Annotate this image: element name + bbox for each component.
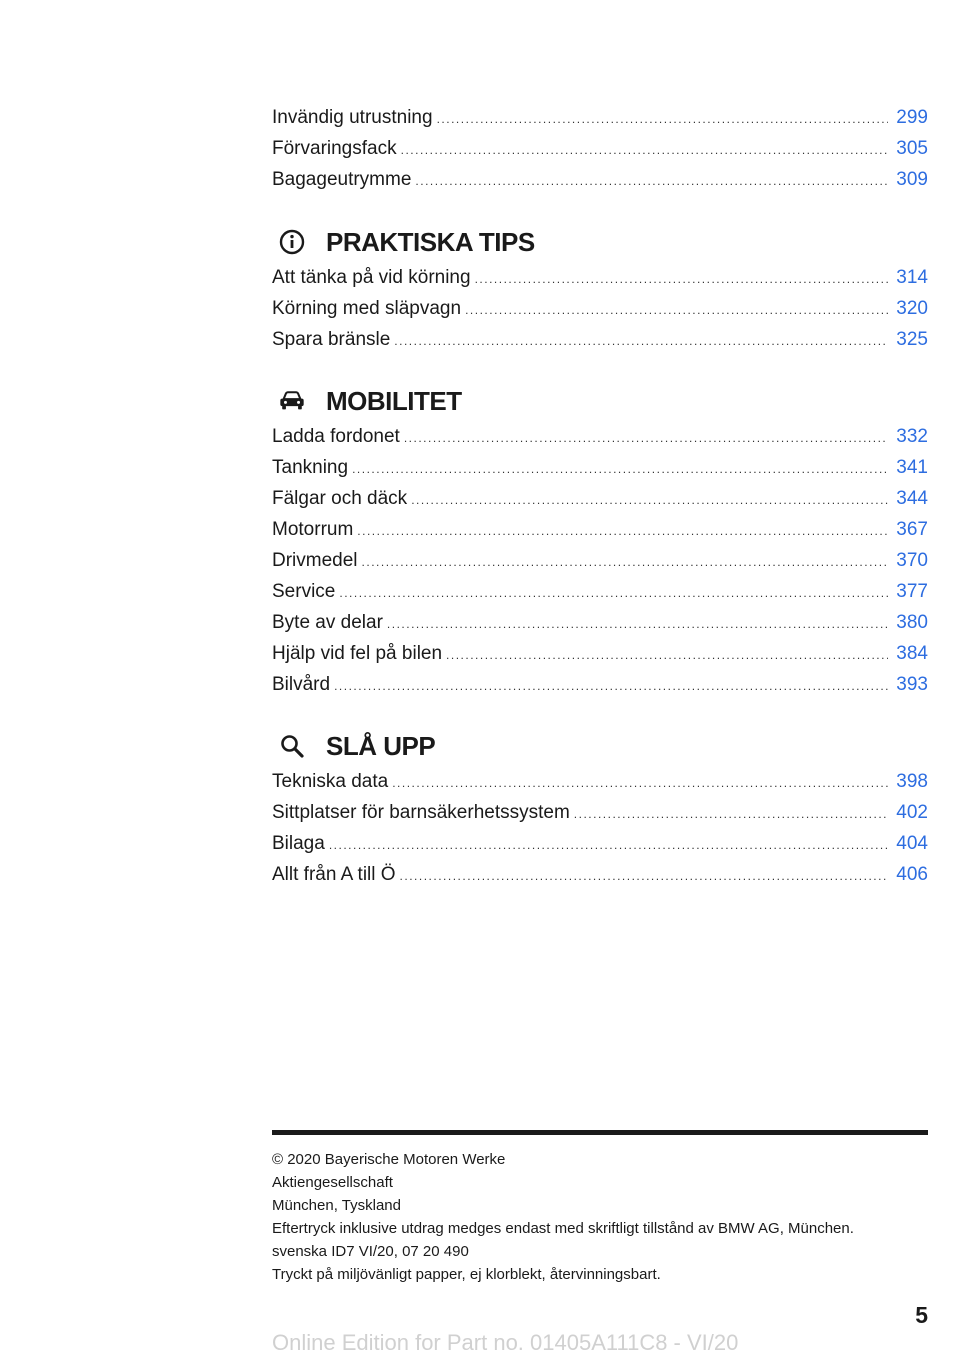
dot-leader xyxy=(362,549,889,575)
toc-entry-label: Förvaringsfack xyxy=(272,138,397,159)
toc-entry-hjalp-vid-fel-pa-bilen[interactable] xyxy=(272,641,928,667)
toc-entry-label: Ladda fordonet xyxy=(272,426,400,447)
toc-page-link[interactable]: 344 xyxy=(896,488,928,509)
dot-leader xyxy=(404,425,888,451)
dot-leader xyxy=(329,832,888,858)
toc-page-link[interactable]: 370 xyxy=(896,550,928,571)
toc-entry-tekniska-data[interactable] xyxy=(272,769,928,795)
toc-entry-label: Hjälp vid fel på bilen xyxy=(272,643,443,664)
toc-entry-invandig-utrustning[interactable] xyxy=(272,105,928,131)
dot-leader xyxy=(392,770,888,796)
toc-entry-label: Tankning xyxy=(272,457,349,478)
toc-entry-ladda-fordonet[interactable] xyxy=(272,424,928,450)
toc-page-link[interactable]: 332 xyxy=(896,426,928,447)
search-icon xyxy=(278,732,306,760)
dot-leader xyxy=(446,642,888,668)
toc-entry-motorrum[interactable] xyxy=(272,517,928,543)
toc-page-link[interactable]: 309 xyxy=(896,169,928,190)
section-heading-sla-upp xyxy=(272,728,435,764)
toc-page-link[interactable]: 377 xyxy=(896,581,928,602)
toc-entry-label: Bilvård xyxy=(272,674,331,695)
toc-entry-forvaringsfack[interactable] xyxy=(272,136,928,162)
imprint-location: München, Tyskland xyxy=(272,1197,401,1214)
dot-leader xyxy=(475,266,889,292)
toc-entry-att-tanka-pa-vid-korning[interactable] xyxy=(272,265,928,291)
toc-entry-bagageutrymme[interactable] xyxy=(272,167,928,193)
toc-entry-label: Byte av delar xyxy=(272,612,383,633)
toc-entry-label: Sittplatser för barnsäkerhetssystem xyxy=(272,802,570,823)
toc-page-link[interactable]: 305 xyxy=(896,138,928,159)
dot-leader xyxy=(387,611,888,637)
toc-page-link[interactable]: 380 xyxy=(896,612,928,633)
toc-entry-label: Bilaga xyxy=(272,833,325,854)
imprint-company: Aktiengesellschaft xyxy=(272,1174,393,1191)
toc-page-link[interactable]: 314 xyxy=(896,267,928,288)
imprint-reprint-notice: Eftertryck inklusive utdrag medges endast med skriftligt tillstånd av BMW AG, München. xyxy=(272,1220,854,1237)
section-heading-praktiska-tips xyxy=(272,224,535,260)
dot-leader xyxy=(334,673,888,699)
section-title: SLÅ UPP xyxy=(326,730,436,761)
section-title: MOBILITET xyxy=(326,385,462,416)
toc-page-link[interactable]: 406 xyxy=(896,864,928,885)
section-heading-mobilitet xyxy=(272,383,462,419)
toc-entry-allt-fran-a-till-o[interactable] xyxy=(272,862,928,888)
dot-leader xyxy=(352,456,888,482)
toc-page-link[interactable]: 402 xyxy=(896,802,928,823)
dot-leader xyxy=(339,580,888,606)
imprint-paper-note: Tryckt på miljövänligt papper, ej klorblekt, återvinningsbart. xyxy=(272,1266,661,1283)
section-title: PRAKTISKA TIPS xyxy=(326,226,535,257)
dot-leader xyxy=(437,106,889,132)
footer-watermark: Online Edition for Part no. 01405A111C8 - VI/20 xyxy=(272,1330,739,1355)
toc-page-link[interactable]: 299 xyxy=(896,107,928,128)
toc-page-link[interactable]: 393 xyxy=(896,674,928,695)
toc-page-link[interactable]: 384 xyxy=(896,643,928,664)
toc-entry-label: Allt från A till Ö xyxy=(272,864,396,885)
toc-entry-label: Drivmedel xyxy=(272,550,358,571)
toc-page-link[interactable]: 320 xyxy=(896,298,928,319)
dot-leader xyxy=(411,487,888,513)
dot-leader xyxy=(415,168,888,194)
page-number: 5 xyxy=(915,1302,928,1328)
toc-entry-label: Service xyxy=(272,581,336,602)
dot-leader xyxy=(401,137,889,163)
toc-entry-byte-av-delar[interactable] xyxy=(272,610,928,636)
imprint-copyright: © 2020 Bayerische Motoren Werke xyxy=(272,1151,506,1168)
toc-page-link[interactable]: 404 xyxy=(896,833,928,854)
toc-entry-falgar-och-dack[interactable] xyxy=(272,486,928,512)
info-icon xyxy=(278,228,306,256)
imprint-block xyxy=(272,1148,928,1286)
toc-entry-service[interactable] xyxy=(272,579,928,605)
toc-entry-bilvard[interactable] xyxy=(272,672,928,698)
toc-entry-bilaga[interactable] xyxy=(272,831,928,857)
toc-entry-label: Tekniska data xyxy=(272,771,389,792)
toc-entry-tankning[interactable] xyxy=(272,455,928,481)
toc-entry-spara-bransle[interactable] xyxy=(272,327,928,353)
dot-leader xyxy=(357,518,888,544)
dot-leader xyxy=(400,863,889,889)
toc-entry-drivmedel[interactable] xyxy=(272,548,928,574)
toc-page-link[interactable]: 325 xyxy=(896,329,928,350)
toc-entry-label: Bagageutrymme xyxy=(272,169,412,190)
car-icon xyxy=(278,387,306,415)
toc-entry-label: Motorrum xyxy=(272,519,354,540)
toc-page-link[interactable]: 367 xyxy=(896,519,928,540)
dot-leader xyxy=(465,297,888,323)
divider xyxy=(272,1130,928,1135)
toc-page-link[interactable]: 398 xyxy=(896,771,928,792)
toc-entry-label: Spara bränsle xyxy=(272,329,391,350)
toc-entry-sittplatser-for-barnsakerhetssystem[interactable] xyxy=(272,800,928,826)
imprint-edition: svenska ID7 VI/20, 07 20 490 xyxy=(272,1243,469,1260)
dot-leader xyxy=(394,328,888,354)
toc-entry-label: Fälgar och däck xyxy=(272,488,408,509)
toc-entry-label: Invändig utrustning xyxy=(272,107,433,128)
toc-page-link[interactable]: 341 xyxy=(896,457,928,478)
dot-leader xyxy=(574,801,889,827)
toc-entry-korning-med-slapvagn[interactable] xyxy=(272,296,928,322)
toc-entry-label: Att tänka på vid körning xyxy=(272,267,471,288)
toc-entry-label: Körning med släpvagn xyxy=(272,298,462,319)
